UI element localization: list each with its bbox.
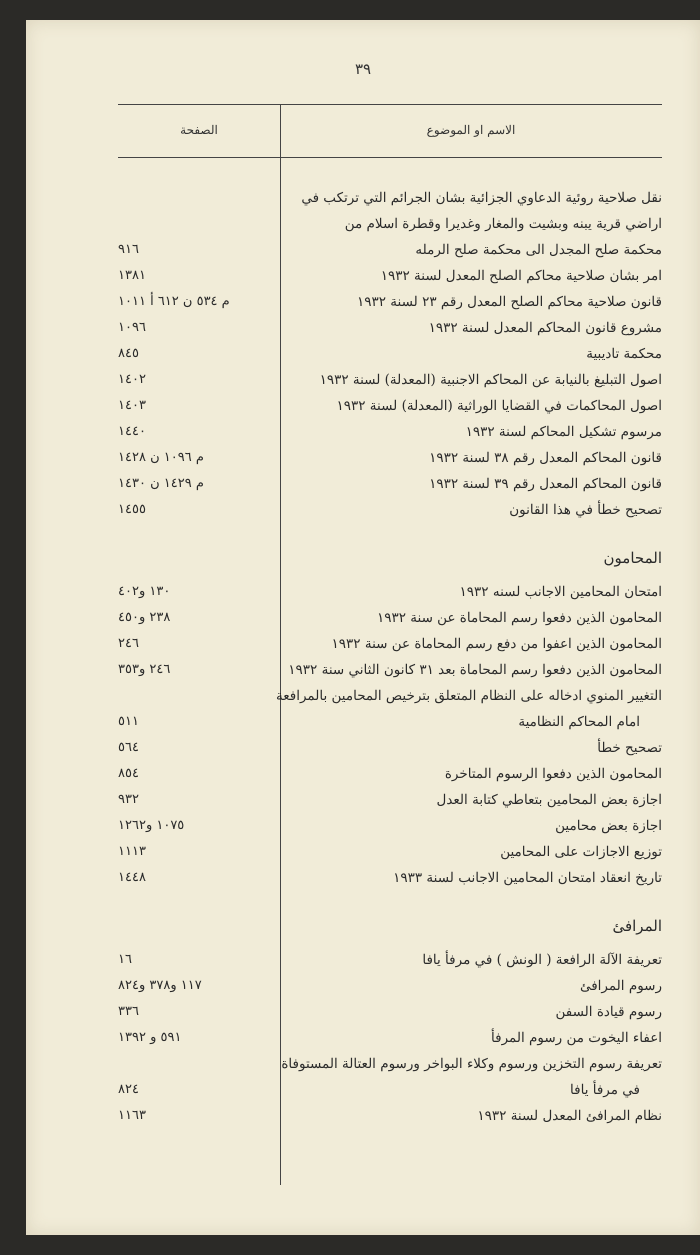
entry-title: المحامون الذين اعفوا من دفع رسم المحاماة عن سنة ١٩٣٢ bbox=[331, 636, 662, 652]
index-row bbox=[118, 973, 662, 999]
entry-title: امر بشان صلاحية محاكم الصلح المعدل لسنة ١٩٣٢ bbox=[380, 268, 662, 284]
entry-title: تعريفة الآلة الرافعة ( الونش ) في مرفأ يافا bbox=[422, 952, 662, 968]
index-table bbox=[118, 104, 662, 1185]
entry-title: نظام المرافئ المعدل لسنة ١٩٣٢ bbox=[477, 1108, 662, 1124]
index-row bbox=[118, 813, 662, 839]
index-row bbox=[118, 185, 662, 211]
entry-title: قانون المحاكم المعدل رقم ٣٨ لسنة ١٩٣٢ bbox=[429, 450, 662, 466]
index-row bbox=[118, 445, 662, 471]
entry-page: ١٤٠٢ bbox=[118, 372, 146, 387]
entry-title: المحامون الذين دفعوا رسم المحاماة عن سنة ١٩٣٢ bbox=[376, 610, 662, 626]
index-row bbox=[118, 735, 662, 761]
entry-page: م ١٤٢٩ ن ١٤٣٠ bbox=[118, 476, 204, 491]
entry-page: ١٠٩٦ bbox=[118, 320, 146, 335]
entry-page: ١٤٥٥ bbox=[118, 502, 146, 517]
entry-page: ٣٣٦ bbox=[118, 1004, 139, 1019]
entry-title: رسوم قيادة السفن bbox=[555, 1004, 662, 1020]
entry-page: ٨٥٤ bbox=[118, 766, 139, 781]
entry-page: ١٤٠٣ bbox=[118, 398, 146, 413]
index-row bbox=[118, 631, 662, 657]
entry-page: ١٤٤٨ bbox=[118, 870, 146, 885]
index-row bbox=[118, 657, 662, 683]
entry-page: ١٤٤٠ bbox=[118, 424, 146, 439]
entry-page: ٩١٦ bbox=[118, 242, 139, 257]
entry-title: تصحيح خطأ bbox=[597, 740, 662, 756]
page-column-header: الصفحة bbox=[180, 123, 218, 137]
entry-title: امام المحاكم النظامية bbox=[518, 714, 640, 730]
index-row bbox=[118, 263, 662, 289]
entry-page: م ٥٣٤ ن ٦١٢ أ ١٠١١ bbox=[118, 294, 230, 309]
entry-title: اراضي قرية يبنه وبشيت والمغار وغديرا وقطرة اسلام من bbox=[344, 216, 662, 232]
index-row bbox=[118, 839, 662, 865]
entry-title: تاريخ انعقاد امتحان المحامين الاجانب لسنة ١٩٣٣ bbox=[393, 870, 662, 886]
entry-title: توزيع الاجازات على المحامين bbox=[500, 844, 662, 860]
index-row bbox=[118, 211, 662, 237]
index-row bbox=[118, 367, 662, 393]
index-row bbox=[118, 865, 662, 891]
entry-title: اجازة بعض محامين bbox=[555, 818, 662, 834]
entry-title: في مرفأ يافا bbox=[570, 1082, 640, 1098]
entry-title: اصول التبليغ بالنيابة عن المحاكم الاجنبية (المعدلة) لسنة ١٩٣٢ bbox=[319, 372, 662, 388]
index-row bbox=[118, 999, 662, 1025]
entry-title: محكمة صلح المجدل الى محكمة صلح الرمله bbox=[415, 242, 662, 258]
entry-page: ٥١١ bbox=[118, 714, 139, 729]
index-row bbox=[118, 947, 662, 973]
entry-page: ٥٦٤ bbox=[118, 740, 139, 755]
name-column-header: الاسم او الموضوع bbox=[426, 123, 516, 137]
entry-page: ١٣٨١ bbox=[118, 268, 146, 283]
entry-title: نقل صلاحية روئية الدعاوي الجزائية بشان الجرائم التي ترتكب في bbox=[301, 190, 662, 206]
index-row bbox=[118, 341, 662, 367]
section-heading: المحامون bbox=[603, 549, 662, 567]
entry-title: مرسوم تشكيل المحاكم لسنة ١٩٣٢ bbox=[465, 424, 662, 440]
entry-page: ١١١٣ bbox=[118, 844, 146, 859]
entry-title: مشروع قانون المحاكم المعدل لسنة ١٩٣٢ bbox=[428, 320, 662, 336]
index-row bbox=[118, 419, 662, 445]
index-row bbox=[118, 1025, 662, 1051]
entry-title: التغيير المنوي ادخاله على النظام المتعلق بترخيص المحامين بالمرافعة bbox=[276, 688, 662, 704]
entry-page: ١١٧ و٣٧٨ و٨٢٤ bbox=[118, 978, 202, 993]
entry-title: تصحيح خطأ في هذا القانون bbox=[509, 502, 662, 518]
page-number: ٣٩ bbox=[354, 60, 372, 78]
entry-page: ١١٦٣ bbox=[118, 1108, 146, 1123]
index-row bbox=[118, 605, 662, 631]
document-page bbox=[26, 20, 700, 1235]
entry-title: اجازة بعض المحامين بتعاطي كتابة العدل bbox=[436, 792, 662, 808]
entry-page: ٢٣٨ و٤٥٠ bbox=[118, 610, 171, 625]
index-rows bbox=[118, 105, 662, 1185]
index-row bbox=[118, 1103, 662, 1129]
entry-page: ٩٣٢ bbox=[118, 792, 139, 807]
entry-title: رسوم المرافئ bbox=[579, 978, 662, 994]
entry-title: تعريفة رسوم التخزين ورسوم وكلاء البواخر ورسوم العتالة المستوفاة bbox=[281, 1056, 662, 1072]
entry-page: ٢٤٦ bbox=[118, 636, 139, 651]
entry-page: ١٦ bbox=[118, 952, 132, 967]
index-row bbox=[118, 683, 662, 709]
entry-page: ٢٤٦ و٣٥٣ bbox=[118, 662, 171, 677]
index-row bbox=[118, 761, 662, 787]
entry-page: ١٠٧٥ و١٢٦٢ bbox=[118, 818, 185, 833]
entry-title: قانون المحاكم المعدل رقم ٣٩ لسنة ١٩٣٢ bbox=[429, 476, 662, 492]
entry-title: المحامون الذين دفعوا الرسوم المتاخرة bbox=[444, 766, 662, 782]
index-row bbox=[118, 1077, 662, 1103]
index-row bbox=[118, 289, 662, 315]
entry-page: ١٣٠ و٤٠٢ bbox=[118, 584, 171, 599]
index-row bbox=[118, 471, 662, 497]
index-row bbox=[118, 315, 662, 341]
section-heading: المرافئ bbox=[612, 917, 662, 935]
entry-page: ٨٤٥ bbox=[118, 346, 139, 361]
entry-title: اعفاء اليخوت من رسوم المرفأ bbox=[491, 1030, 662, 1046]
entry-title: قانون صلاحية محاكم الصلح المعدل رقم ٢٣ لسنة ١٩٣٢ bbox=[357, 294, 662, 310]
entry-page: ٨٢٤ bbox=[118, 1082, 139, 1097]
entry-title: محكمة تاديبية bbox=[586, 346, 662, 362]
index-row bbox=[118, 579, 662, 605]
entry-title: امتحان المحامين الاجانب لسنه ١٩٣٢ bbox=[459, 584, 662, 600]
index-row bbox=[118, 497, 662, 523]
index-row bbox=[118, 709, 662, 735]
entry-page: م ١٠٩٦ ن ١٤٢٨ bbox=[118, 450, 204, 465]
index-row bbox=[118, 393, 662, 419]
index-row bbox=[118, 1051, 662, 1077]
index-row bbox=[118, 787, 662, 813]
entry-title: المحامون الذين دفعوا رسم المحاماة بعد ٣١ كانون الثاني سنة ١٩٣٢ bbox=[288, 662, 662, 678]
entry-title: اصول المحاكمات في القضايا الوراثية (المعدلة) لسنة ١٩٣٢ bbox=[336, 398, 662, 414]
index-row bbox=[118, 237, 662, 263]
entry-page: ٥٩١ و ١٣٩٢ bbox=[118, 1030, 182, 1045]
